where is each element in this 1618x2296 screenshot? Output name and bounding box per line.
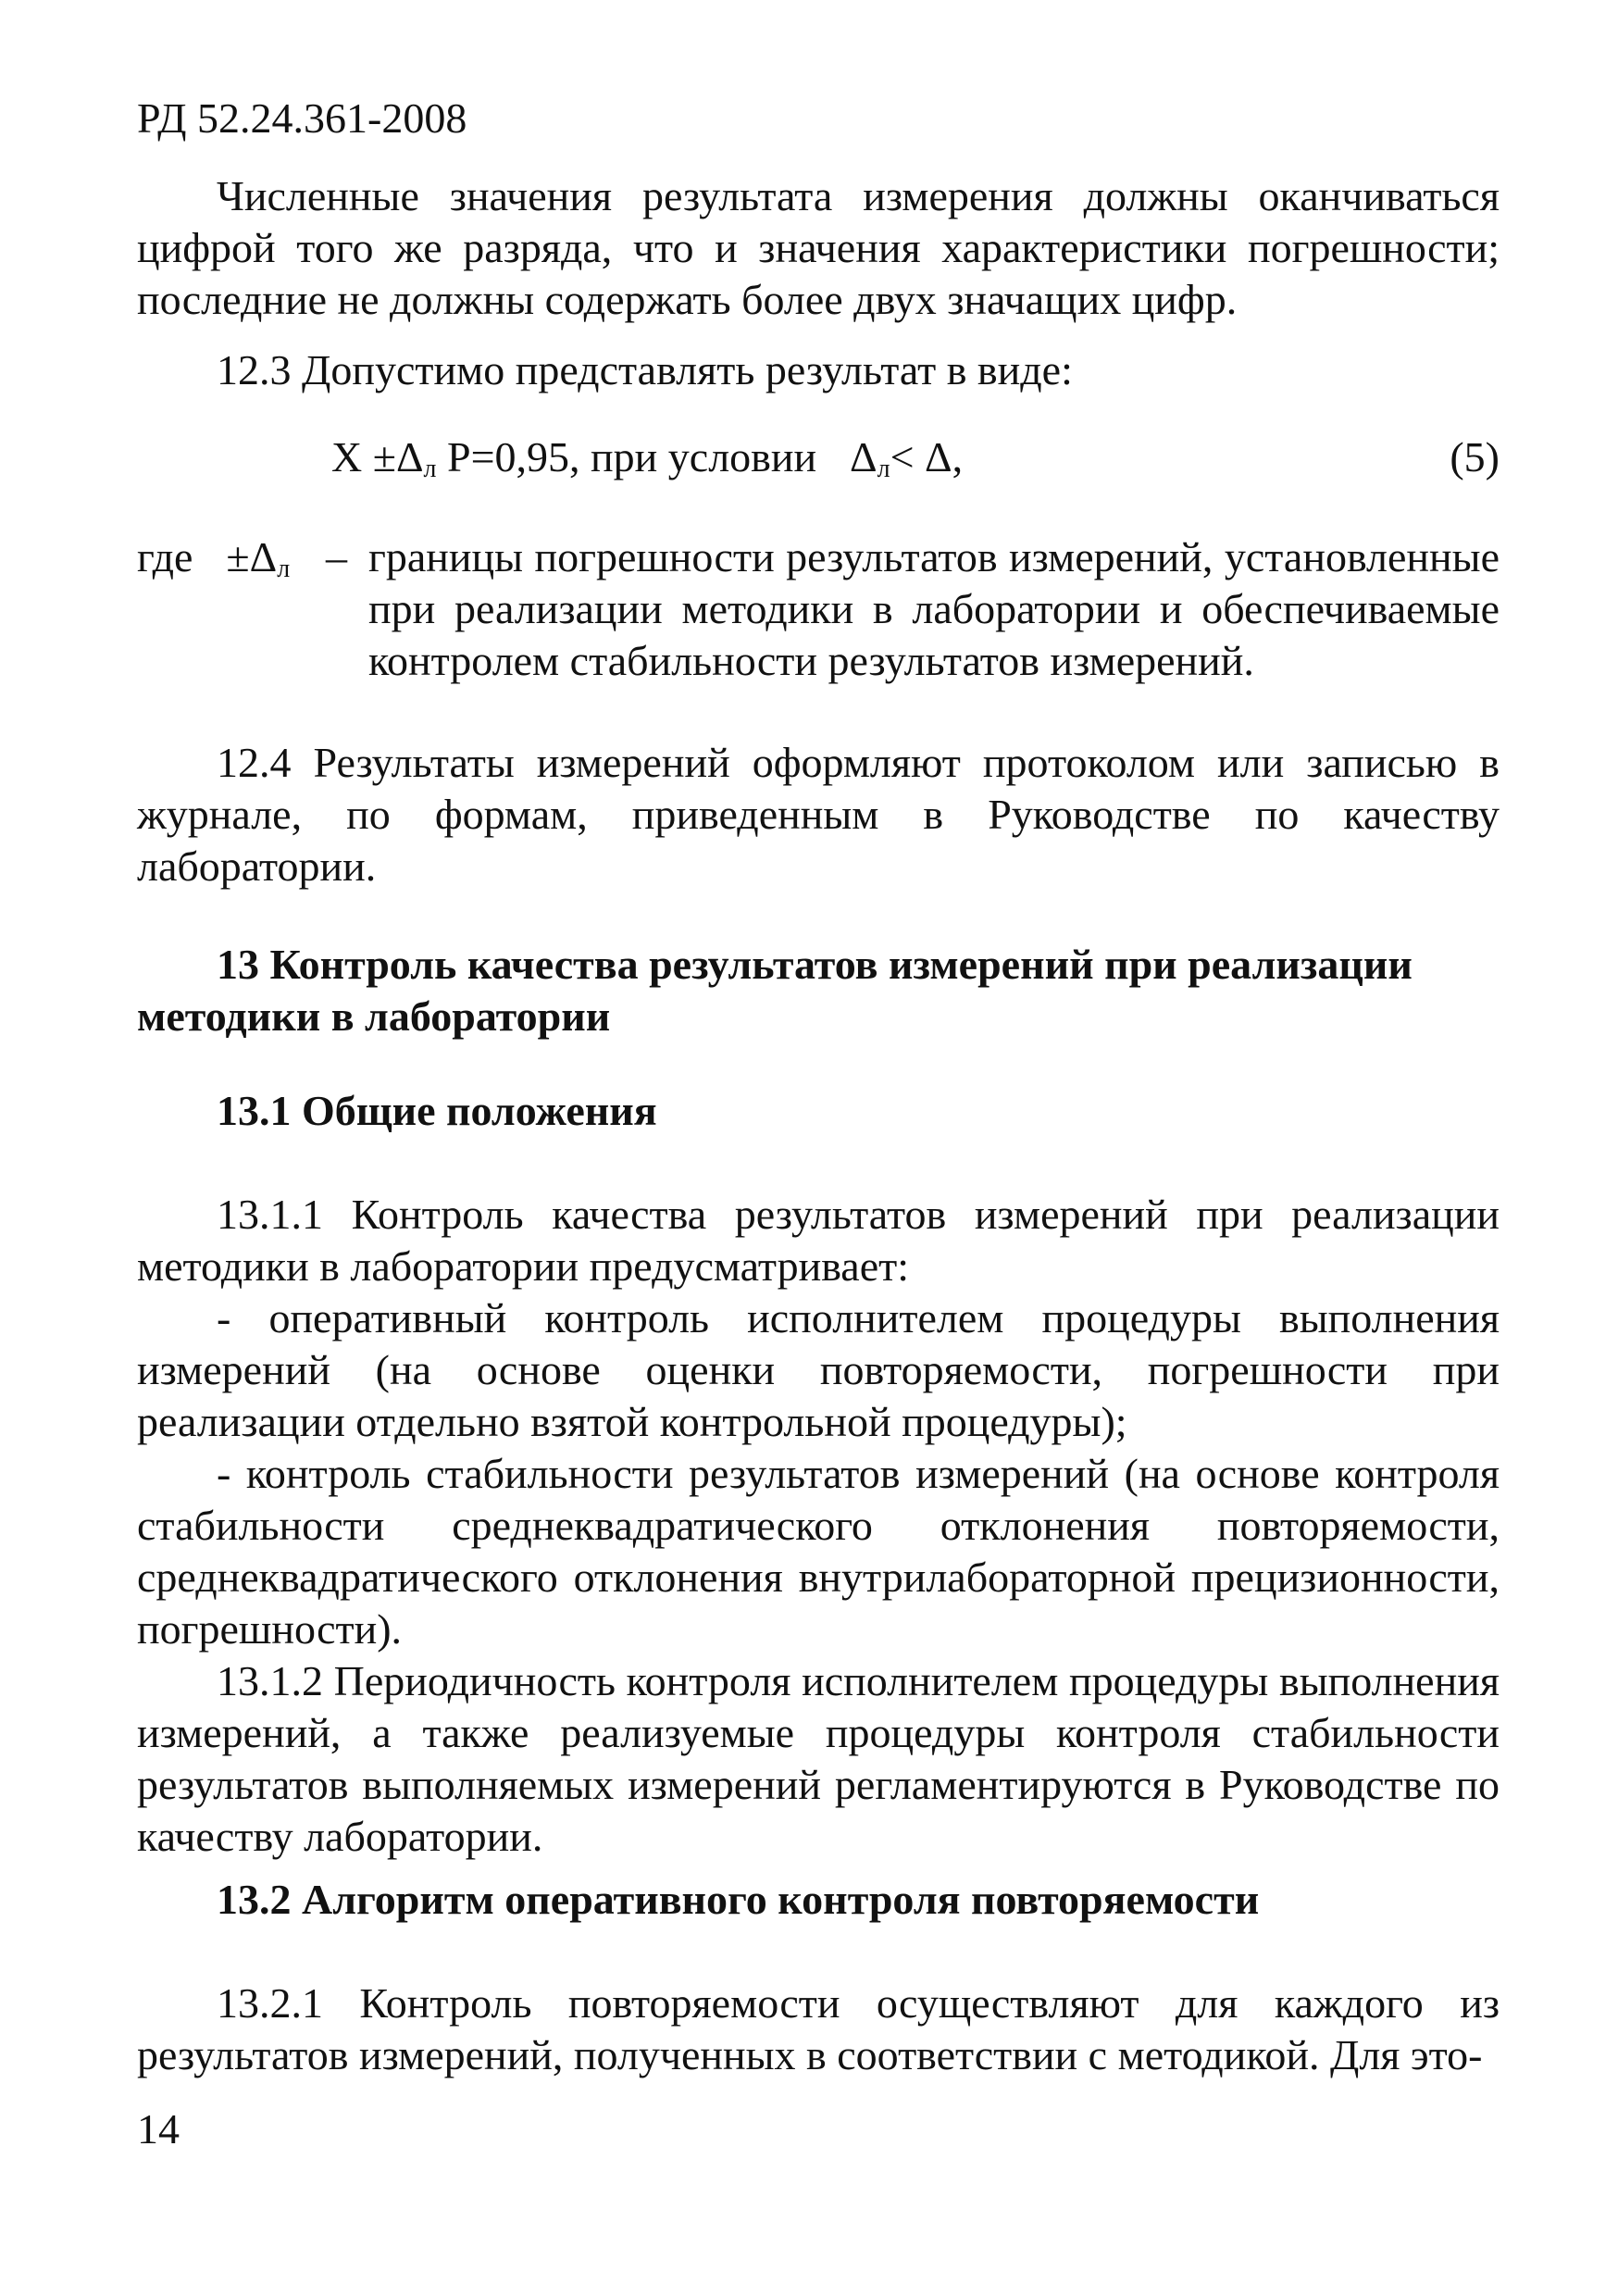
section-13-2-heading: 13.2 Алгоритм оперативного контроля повторяемости [217, 1876, 1260, 1923]
clause-12-3: 12.3 Допустимо представлять результат в виде: [217, 346, 1073, 393]
clause-12-3-block [137, 344, 1500, 396]
list-item-operative-control: - оперативный контроль исполнителем процедуры выполнения измерений (на основе оценки повторяемости, погрешности при реализации отдельно взятой контрольной процедуры); [137, 1294, 1500, 1445]
where-lead: где $\pm\Delta_л$ [137, 533, 291, 583]
section-13-heading: 13 Контроль качества результатов измерений при реализации методики в лаборатории [137, 941, 1413, 1040]
clause-13-2-1: 13.2.1 Контроль повторяемости осуществляют для каждого из результатов измерений, полученных в соответствии с методикой. Для это- [137, 1979, 1500, 2078]
page-number: 14 [137, 2105, 180, 2152]
clause-13-2-1-block [137, 1978, 1500, 2081]
where-description: границы погрешности результатов измерений, установленные при реализации методики в лаборатории и обеспечиваемые контролем стабильности результатов измерений. [368, 533, 1500, 684]
section-13-1-heading: 13.1 Общие положения [217, 1087, 657, 1134]
clause-13-1-1: 13.1.1 Контроль качества результатов измерений при реализации методики в лаборатории предусматривает: [137, 1191, 1500, 1290]
where-dash: – [326, 533, 347, 580]
intro-paragraph: Численные значения результата измерения должны оканчиваться цифрой того же разряда, что и значения характеристики погрешности; последние не должны содержать более двух значащих цифр. [137, 172, 1500, 323]
clause-13-1-2: 13.1.2 Периодичность контроля исполнителем процедуры выполнения измерений, а также реализуемые процедуры контроля стабильности результатов выполняемых измерений регламентируются в Руководстве по качеству лаборатории. [137, 1657, 1500, 1860]
document-code: РД 52.24.361-2008 [137, 94, 467, 142]
formula-expression: $X \pm\Delta_л$ P=0,95, при условии [331, 433, 817, 483]
section-13-1-body [137, 1189, 1500, 1863]
clause-12-4-block [137, 737, 1500, 892]
formula-condition: $\Delta_л< \Delta$, [850, 433, 964, 483]
list-item-stability-control: - контроль стабильности результатов измерений (на основе контроля стабильности среднеквадратического отклонения повторяемости, среднеквадратического отклонения внутрилабораторной прецизионности, погрешности). [137, 1450, 1500, 1653]
formula-number: (5) [1450, 433, 1500, 480]
intro-paragraph-block [137, 170, 1500, 326]
clause-12-4: 12.4 Результаты измерений оформляют протоколом или записью в журнале, по формам, приведенным в Руководстве по качеству лаборатории. [137, 739, 1500, 890]
